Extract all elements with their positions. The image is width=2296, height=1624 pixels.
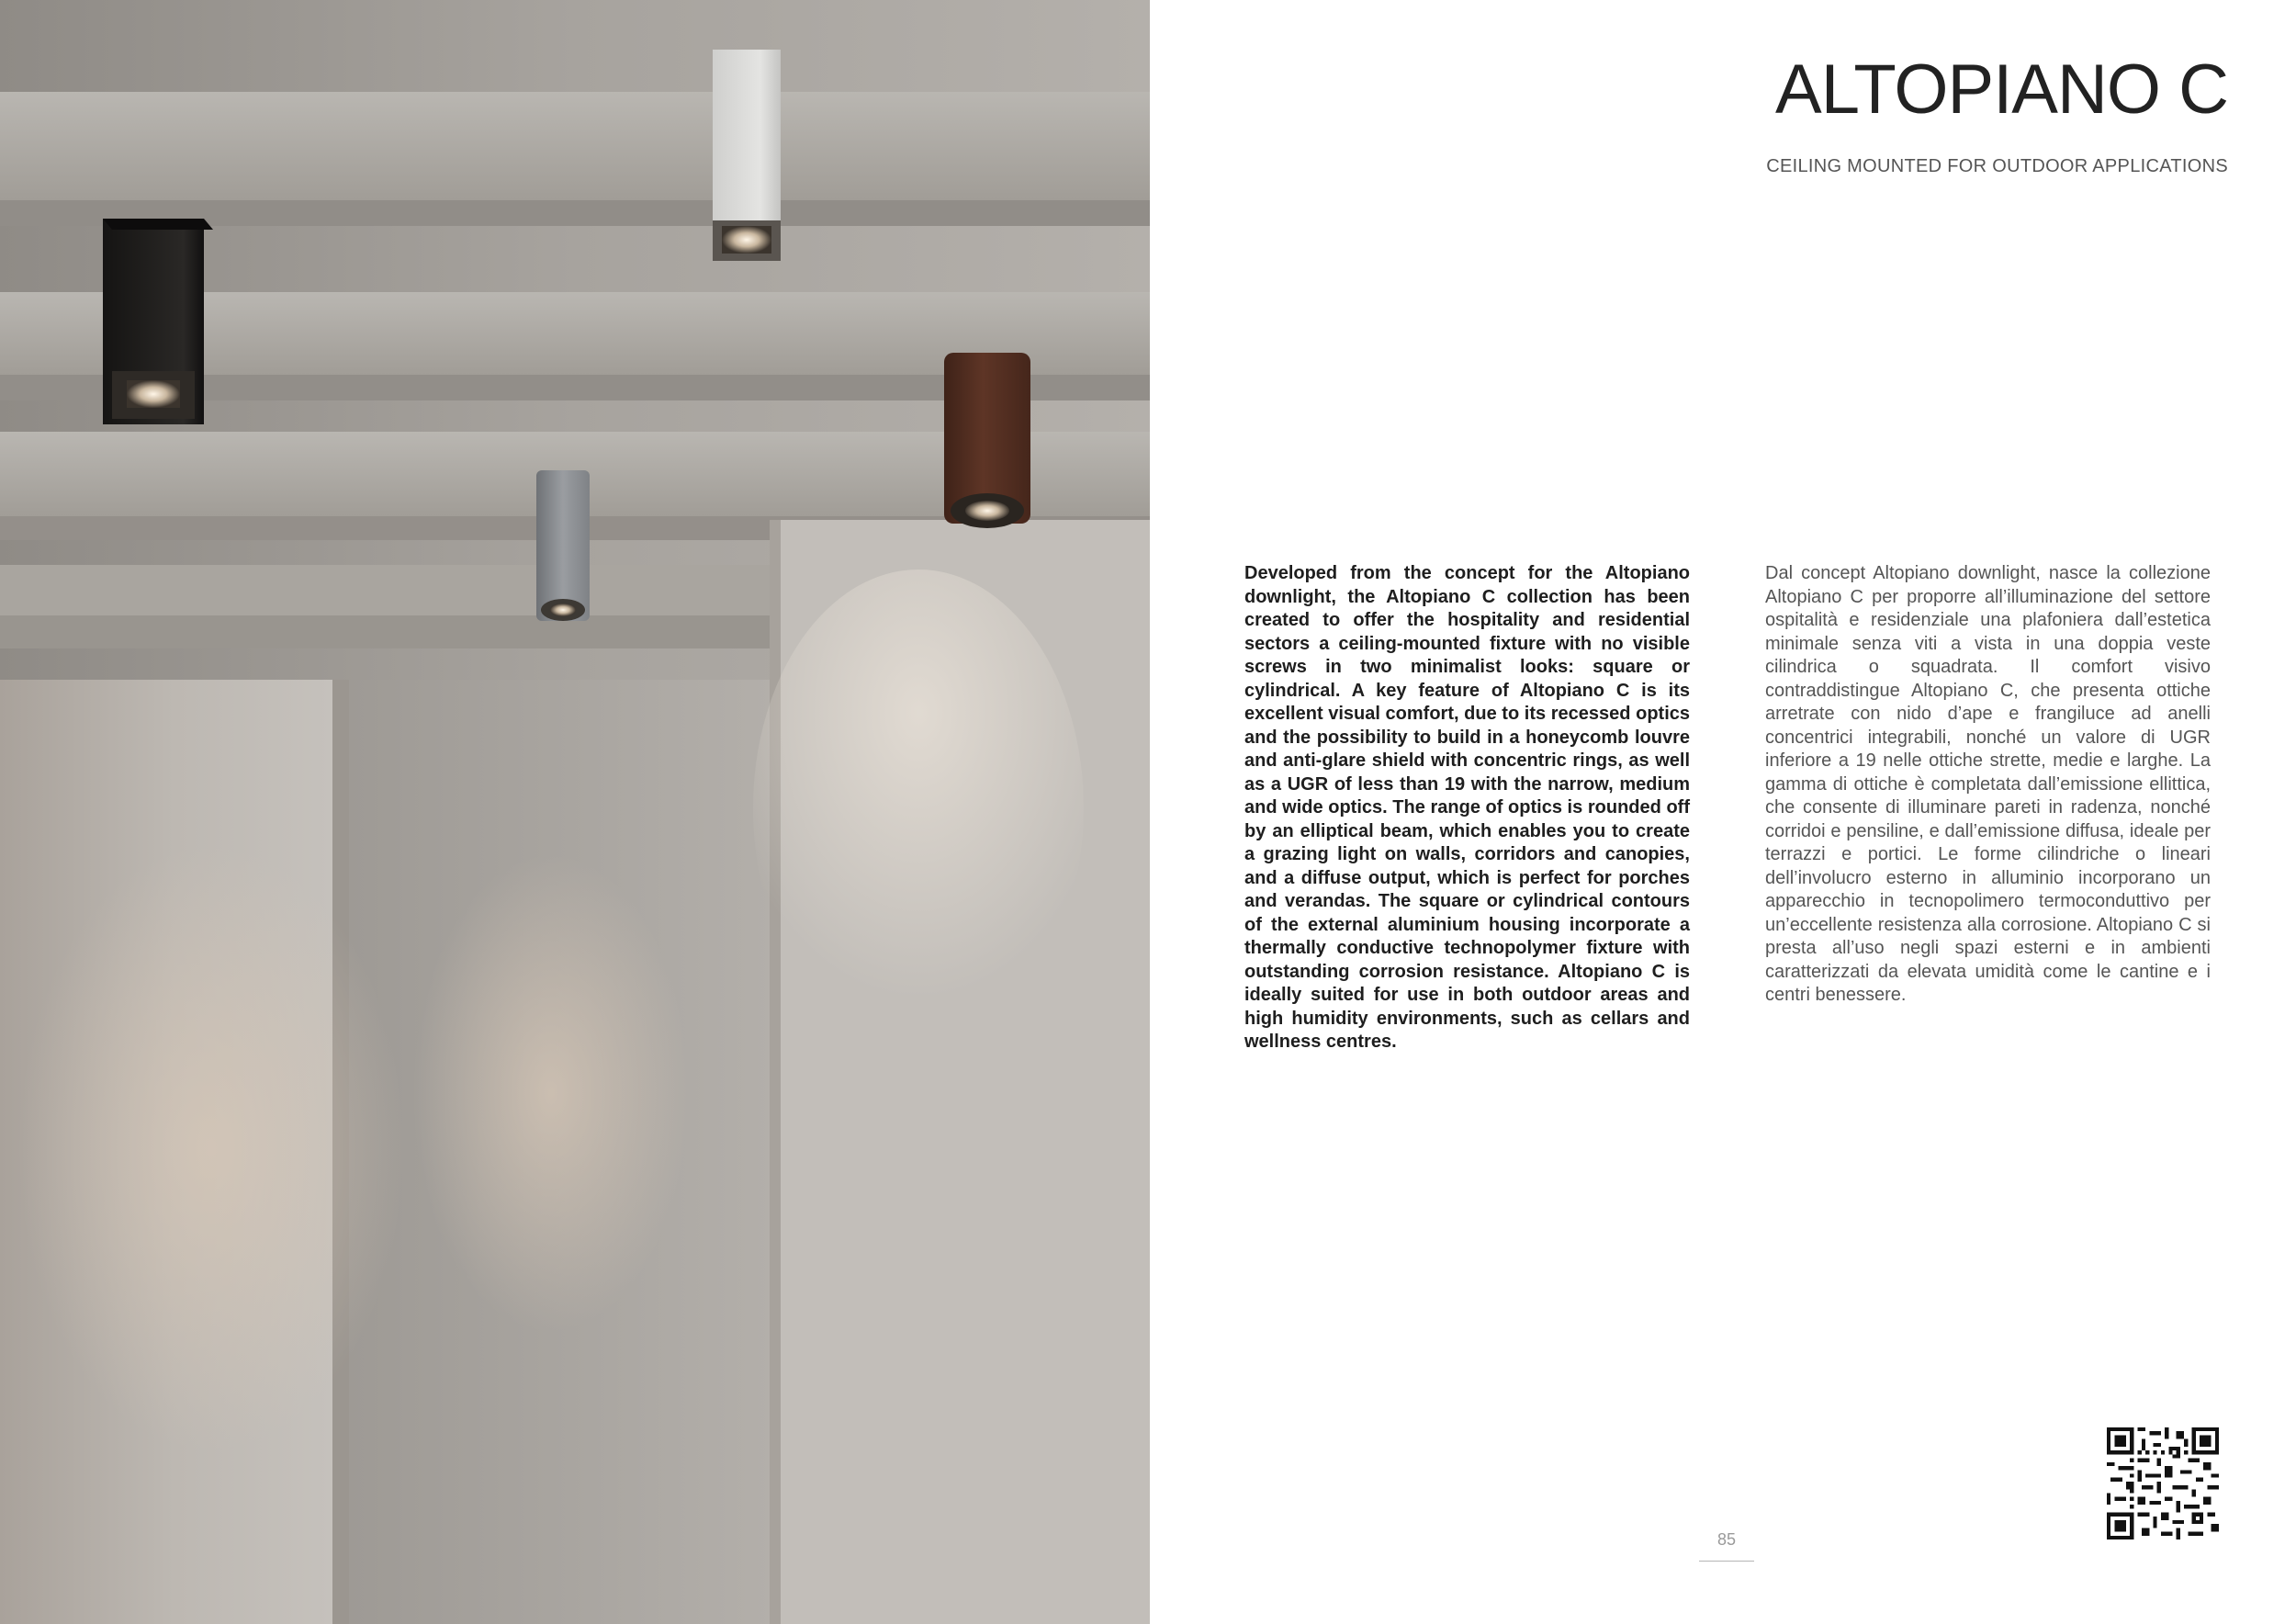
white-square-fixture (713, 50, 781, 261)
text-page (1150, 0, 2296, 1624)
corten-cylinder-fixture (944, 353, 1030, 528)
page-number-rule (1699, 1561, 1754, 1562)
product-subtitle: CEILING MOUNTED FOR OUTDOOR APPLICATIONS (1766, 156, 2228, 176)
qr-code-icon[interactable] (2107, 1427, 2219, 1539)
wall-panels (0, 520, 1150, 1624)
page-number: 85 (1716, 1530, 1737, 1549)
black-square-fixture (103, 219, 213, 424)
italian-description: Dal concept Altopiano downlight, nasce la collezione Altopiano C per proporre all’illuminazione del settore ospitalità e residenziale una plafoniera dall’estetica minimale senza viti a vista in una doppia veste cilindrica o squadrata. Il comfort visivo contraddistingue Altopiano C, che presenta ottiche arretrate con nido d’ape e frangiluce ad anelli concentrici integrabili, nonché un valore di UGR inferiore a 19 nelle ottiche strette, medie e larghe. La gamma di ottiche è completata dall’emissione ellittica, che consente di illuminare pareti in radenza, nonché corridoi e pensiline, e dall’emissione diffusa, ideale per terrazzi e portici. Le forme cilindriche o lineari dell’involucro esterno in alluminio incorporano un apparecchio in tecnopolimero termoconduttivo per un’eccellente resistenza alla corrosione. Altopiano C si presta all’uso negli spazi esterni e in ambienti caratterizzati da elevata umidità come le cantine e i centri benessere. (1765, 563, 2211, 1005)
english-description: Developed from the concept for the Altopiano downlight, the Altopiano C collection has been created to offer the hospitality and residential sectors a ceiling-mounted fixture with no visible screws in two minimalist looks: square or cylindrical. A key feature of Altopiano C is its excellent visual comfort, due to its recessed optics and the possibility to build in a honeycomb louvre and anti-glare shield with concentric rings, as well as a UGR of less than 19 with the narrow, medium and wide optics. The range of optics is rounded off by an elliptical beam, which enables you to create a grazing light on walls, corridors and canopies, and a diffuse output, which is perfect for porches and verandas. The square or cylindrical contours of the external aluminium housing incorporate a thermally conductive technopolymer fixture with outstanding corrosion resistance. Altopiano C is ideally suited for use in both outdoor areas and high humidity environments, such as cellars and wellness centres. (1244, 563, 1690, 1052)
product-title: ALTOPIANO C (1775, 51, 2228, 129)
grey-cylinder-fixture (536, 470, 590, 621)
